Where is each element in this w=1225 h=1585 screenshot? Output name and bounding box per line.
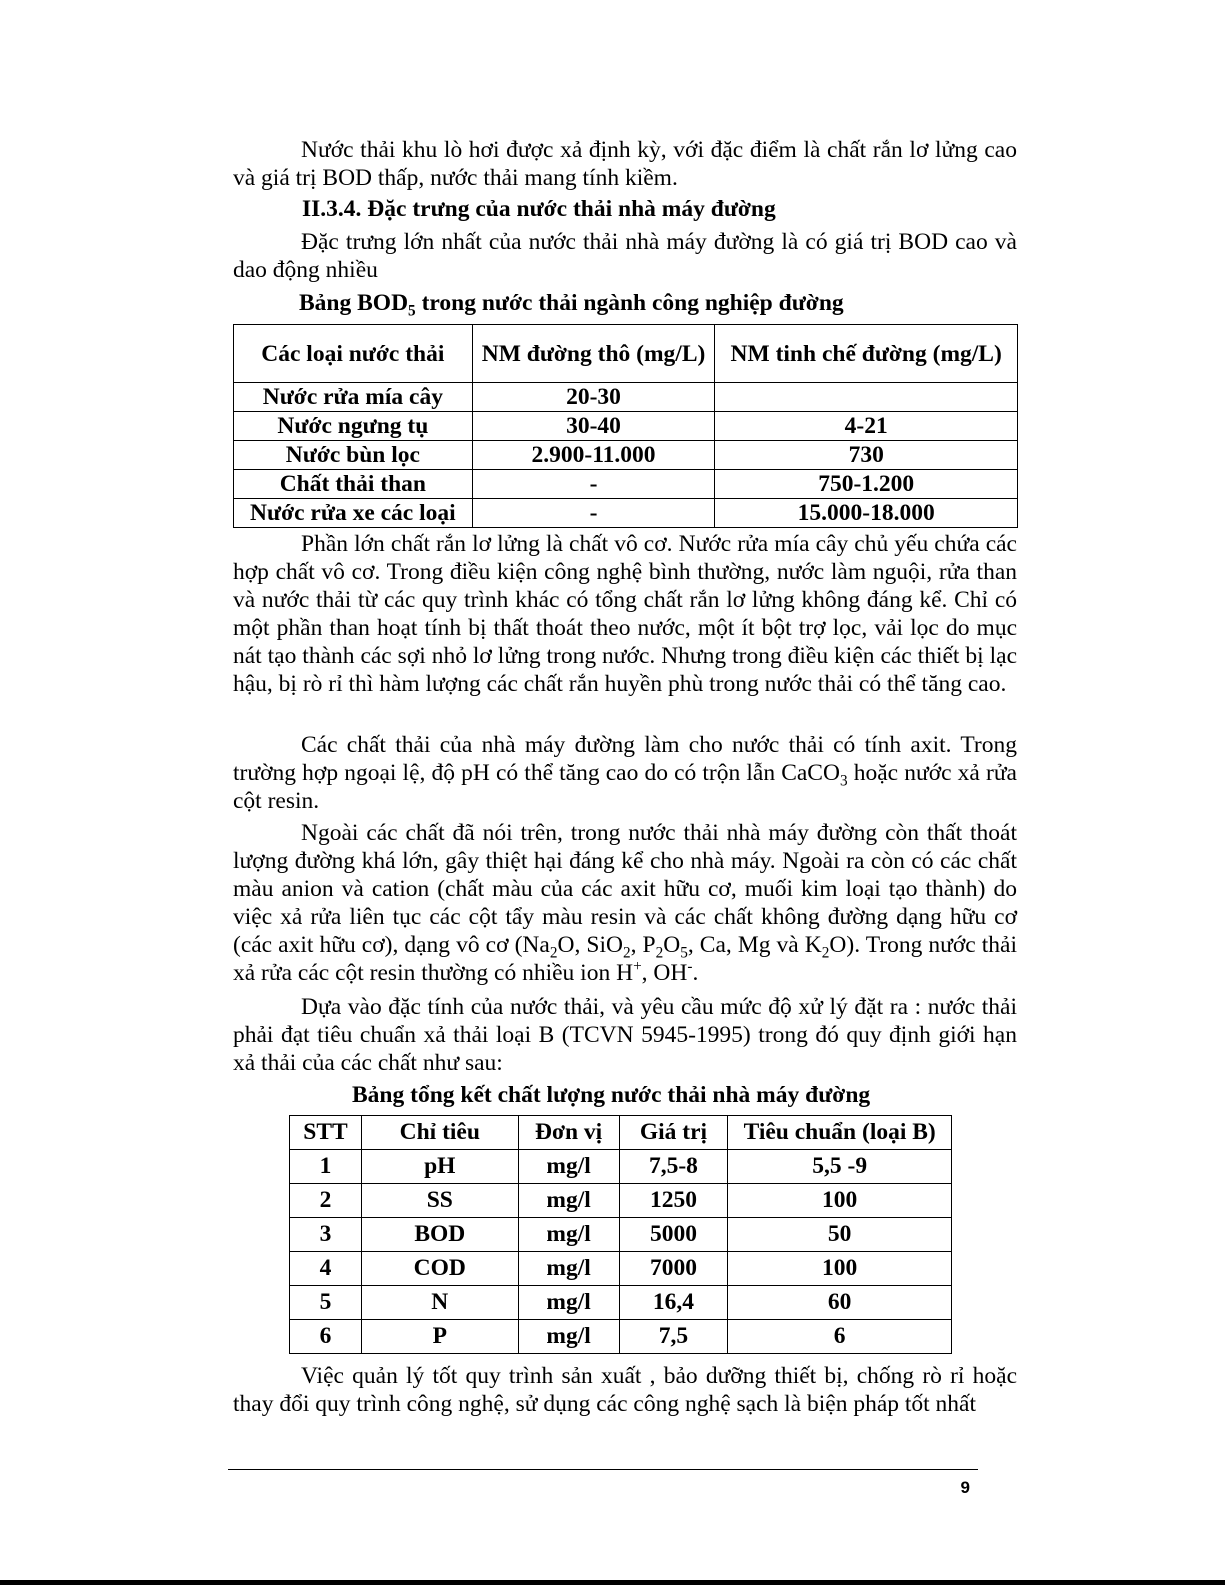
subscript: 5 [680,944,688,962]
table-cell: - [472,470,715,499]
subscript: 2 [821,944,830,962]
table-header-row [290,1116,952,1150]
text-run: , Ca, Mg và K [687,932,822,958]
table-row [234,499,1018,528]
table-row [234,383,1018,412]
table-cell: Chất thải than [234,470,473,499]
table-cell: Nước rửa mía cây [234,383,473,412]
table-cell: 5,5 -9 [728,1150,952,1184]
quality-table [289,1115,952,1354]
table-cell: 60 [728,1286,952,1320]
table-cell: mg/l [518,1150,619,1184]
table-cell: mg/l [518,1320,619,1354]
subscript: 2 [655,944,664,962]
column-header-stt: STT [290,1116,362,1150]
table1-caption-text: Bảng BOD [299,290,409,316]
subscript: 3 [839,772,848,790]
table-cell: 20-30 [472,383,715,412]
page-number: 9 [960,1478,970,1497]
table-cell: pH [361,1150,518,1184]
subscript: 2 [622,944,631,962]
paragraph-boiler-wastewater: Nước thải khu lò hơi được xả định kỳ, với đặc điểm là chất rắn lơ lửng cao và giá trị BOD thấp, nước thải mang tính kiềm. [233,137,1017,191]
table-row [234,470,1018,499]
text-run: . [692,960,699,986]
table-row [234,412,1018,441]
text-run: O, SiO [557,932,623,958]
table-cell: Nước bùn lọc [234,441,473,470]
table-cell: 3 [290,1218,362,1252]
column-header-value: Giá trị [619,1116,728,1150]
table-cell: 15.000-18.000 [715,499,1018,528]
table-cell: 100 [728,1184,952,1218]
table1-caption-text-end: trong nước thải ngành công nghiệp đường [415,290,844,316]
table-cell: 5000 [619,1218,728,1252]
table-header-row [234,325,1018,383]
column-header-raw-sugar: NM đường thô (mg/L) [472,325,715,383]
table-cell: 50 [728,1218,952,1252]
table-row [290,1150,952,1184]
table-cell: 16,4 [619,1286,728,1320]
column-header-type: Các loại nước thải [234,325,473,383]
table-cell: 6 [290,1320,362,1354]
table-cell: Nước rửa xe các loại [234,499,473,528]
table-row [290,1286,952,1320]
table-cell: 7,5 [619,1320,728,1354]
table-cell: 1250 [619,1184,728,1218]
table-row [290,1184,952,1218]
table-cell: SS [361,1184,518,1218]
table1-caption [299,290,844,320]
text-run: hoặc nước xả rửa cột resin. [233,760,1017,814]
table-cell: 100 [728,1252,952,1286]
table-cell: 5 [290,1286,362,1320]
table2-caption: Bảng tổng kết chất lượng nước thải nhà máy đường [352,1082,871,1108]
table-row [290,1252,952,1286]
text-run: Ngoài các chất đã nói trên, trong nước thải nhà máy đường còn thất thoát lượng đường khá lớn, gây thiệt hại đáng kể cho nhà máy. Ngoài ra còn có các chất màu anion và cation (chất màu của các axit hữu cơ, muối kim loại tạo thành) do việc xả rửa liên tục các cột tẩy màu resin và các chất không đường dạng hữu cơ (các axit hữu cơ), dạng vô cơ (Na [233,820,1017,958]
table-cell: mg/l [518,1286,619,1320]
paragraph-management: Việc quản lý tốt quy trình sản xuất , bảo dưỡng thiết bị, chống rò rỉ hoặc thay đổi quy trình công nghệ, sử dụng các công nghệ sạch là biện pháp tốt nhất [233,1363,1017,1417]
column-header-refined-sugar: NM tinh chế đường (mg/L) [715,325,1018,383]
bod-table [233,324,1018,528]
text-run: , OH [641,960,688,986]
section-heading: II.3.4. Đặc trưng của nước thải nhà máy đường [302,196,776,222]
table-cell: mg/l [518,1184,619,1218]
table-cell: 7000 [619,1252,728,1286]
table-cell: Nước ngưng tụ [234,412,473,441]
table-cell [715,383,1018,412]
table-row [290,1320,952,1354]
superscript: - [687,958,693,976]
column-header-unit: Đơn vị [518,1116,619,1150]
table-cell: N [361,1286,518,1320]
table-cell: 7,5-8 [619,1150,728,1184]
table-cell: 4 [290,1252,362,1286]
table-cell: - [472,499,715,528]
table-cell: 6 [728,1320,952,1354]
subscript: 2 [549,944,558,962]
table-cell: 2 [290,1184,362,1218]
superscript: + [633,958,642,976]
table-cell: 1 [290,1150,362,1184]
paragraph-acidity [233,731,1017,815]
table-cell: 730 [715,441,1018,470]
column-header-standard: Tiêu chuẩn (loại B) [728,1116,952,1150]
table-cell: 30-40 [472,412,715,441]
table-cell: BOD [361,1218,518,1252]
column-header-indicator: Chỉ tiêu [361,1116,518,1150]
table-cell: 4-21 [715,412,1018,441]
table-cell: COD [361,1252,518,1286]
table-cell: 750-1.200 [715,470,1018,499]
text-run: O [663,932,681,958]
table-row [290,1218,952,1252]
bottom-edge-bar [0,1580,1225,1585]
text-run: , P [630,932,656,958]
paragraph-treatment-standard: Dựa vào đặc tính của nước thải, và yêu cầu mức độ xử lý đặt ra : nước thải phải đạt tiêu chuẩn xả thải loại B (TCVN 5945-1995) trong đó quy định giới hạn xả thải của các chất như sau: [233,994,1017,1076]
table-cell: 2.900-11.000 [472,441,715,470]
table-row [234,441,1018,470]
table-cell: P [361,1320,518,1354]
paragraph-suspended-solids: Phần lớn chất rắn lơ lửng là chất vô cơ. Nước rửa mía cây chủ yếu chứa các hợp chất vô cơ. Trong điều kiện công nghệ bình thường, nước làm nguội, rửa than và nước thải từ các quy trình khác có tổng chất rắn lơ lửng không đáng kể. Chỉ có một phần than hoạt tính bị thất thoát theo nước, một ít bột trợ lọc, vải lọc do mục nát tạo thành các sợi nhỏ lơ lửng trong nước. Nhưng trong điều kiện các thiết bị lạc hậu, bị rò rỉ thì hàm lượng các chất rắn huyền phù trong nước thải có thể tăng cao. [233,531,1017,697]
footer-rule [228,1469,978,1470]
text-run: O). Trong nước thải xả rửa các cột resin thường có nhiều ion H [233,932,1018,986]
table-cell: mg/l [518,1218,619,1252]
table1-caption-subscript: 5 [408,302,416,320]
text-run: Các chất thải của nhà máy đường làm cho nước thải có tính axit. Trong trường hợp ngoại lệ, độ pH có thể tăng cao do có trộn lẫn CaCO [233,732,1017,786]
paragraph-other-substances [233,819,1017,987]
paragraph-bod-characteristic: Đặc trưng lớn nhất của nước thải nhà máy đường là có giá trị BOD cao và dao động nhiều [233,229,1017,283]
table-cell: mg/l [518,1252,619,1286]
